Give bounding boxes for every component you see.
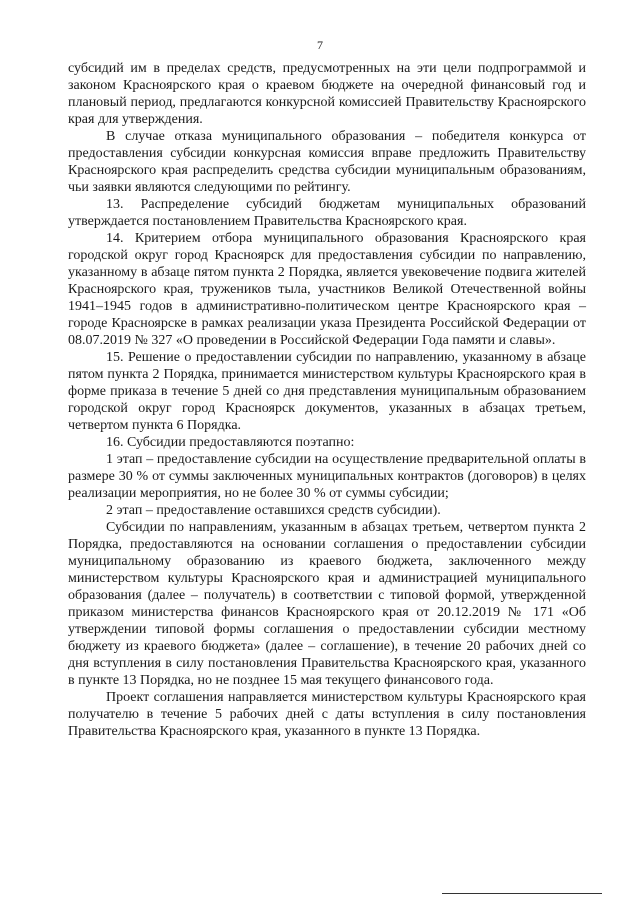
document-body [68, 60, 586, 740]
paragraph-refusal-case: В случае отказа муниципального образования – победителя конкурса от предоставления субсидии конкурсная комиссия вправе предложить Правительству Красноярского края распределить средства субсидии муниципальным образованиям, чьи заявки являются следующими по рейтингу. [68, 129, 586, 195]
paragraph-item-16: 16. Субсидии предоставляются поэтапно: [106, 435, 355, 450]
paragraph-item-14: 14. Критерием отбора муниципального образования Красноярского края городской округ город Красноярск для предоставления субсидии по направлению, указанному в абзаце пятом пункта 2 Порядка, является увековечение подвига жителей Красноярского края, тружеников тыла, участников Великой Отечественной войны 1941–1945 годов в административно-политическом центре Красноярского края – городе Красноярске в рамках реализации указа Президента Российской Федерации от 08.07.2019 № 327 «О проведении в Российской Федерации Года памяти и славы». [68, 231, 586, 348]
page-number: 7 [317, 38, 323, 52]
paragraph-draft-agreement: Проект соглашения направляется министерством культуры Красноярского края получателю в течение 5 рабочих дней с даты вступления в силу постановления Правительства Красноярского края, указанного в пункте 13 Порядка. [68, 690, 586, 739]
paragraph-continuation: субсидий им в пределах средств, предусмотренных на эти цели подпрограммой и законом Красноярского края о краевом бюджете на очередной финансовый год и плановый период, предлагаются конкурсной комиссией Правительству Красноярского края для утверждения. [68, 61, 586, 127]
paragraph-stage-1: 1 этап – предоставление субсидии на осуществление предварительной оплаты в размере 30 % от суммы заключенных муниципальных контрактов (договоров) в целях реализации мероприятия, но не более 30 % от суммы субсидии; [68, 452, 586, 501]
bottom-rule-line [442, 893, 602, 894]
paragraph-item-13: 13. Распределение субсидий бюджетам муниципальных образований утверждается постановлением Правительства Красноярского края. [68, 197, 586, 229]
paragraph-stage-2: 2 этап – предоставление оставшихся средств субсидии). [106, 503, 441, 518]
paragraph-item-15: 15. Решение о предоставлении субсидии по направлению, указанному в абзаце пятом пункта 2 Порядка, принимается министерством культуры Красноярского края в форме приказа в течение 5 дней со дня представления муниципальным образованием городской округ город Красноярск документов, указанных в абзацах третьем, четвертом пункта 6 Порядка. [68, 350, 586, 433]
paragraph-agreement: Субсидии по направлениям, указанным в абзацах третьем, четвертом пункта 2 Порядка, предоставляются на основании соглашения о предоставлении субсидии муниципальному образованию из краевого бюджета, заключенного между министерством культуры Красноярского края и администрацией муниципального образования (далее – получатель) в соответствии с типовой формой, утвержденной приказом министерства финансов Красноярского края от 20.12.2019 № 171 «Об утверждении типовой формы соглашения о предоставлении субсидии местному бюджету из краевого бюджета» (далее – соглашение), в течение 20 рабочих дней со дня вступления в силу постановления Правительства Красноярского края, указанного в пункте 13 Порядка, но не позднее 15 мая текущего финансового года. [68, 520, 586, 688]
